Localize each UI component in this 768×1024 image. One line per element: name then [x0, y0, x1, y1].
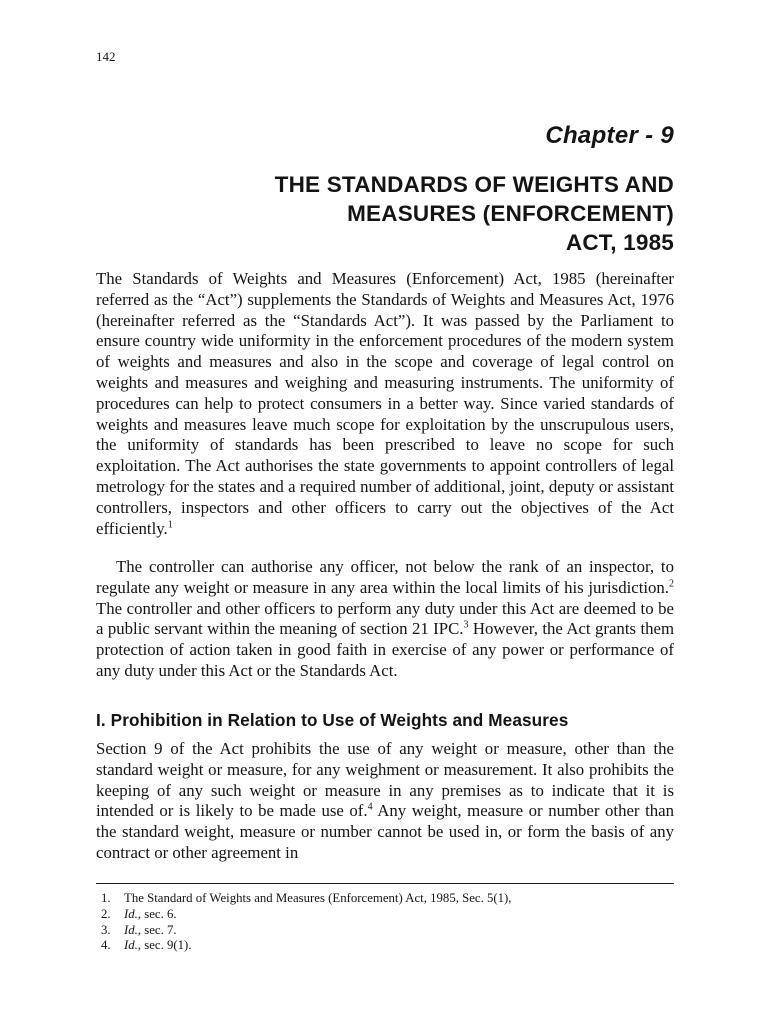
footnote-text: , sec. 7. [137, 922, 177, 937]
intro-paragraph [96, 269, 674, 539]
footnote-item [96, 923, 674, 939]
controller-paragraph-text: The controller and other officers to perform any duty under this Act are deemed to be a public servant within the meaning of section 21 IPC. [96, 598, 674, 639]
footnote-text: The Standard of Weights and Measures (Enforcement) Act, 1985, Sec. 5(1), [124, 891, 512, 905]
footnote-ibid: Id. [124, 922, 138, 937]
footnote-number: 4. [101, 938, 111, 953]
chapter-title [174, 170, 674, 257]
chapter-label: Chapter - 9 [545, 122, 674, 149]
footnote-text: , sec. 9(1). [137, 938, 192, 953]
footnote-item [96, 907, 674, 923]
prohibition-paragraph-text: Any weight, measure or number other than the standard weight, measure or number cannot be used in, or form the basis of any contract or other agreement in [96, 801, 674, 862]
footnote-number: 3. [101, 922, 111, 937]
controller-paragraph [96, 557, 674, 682]
controller-paragraph-text: The controller can authorise any officer, not below the rank of an inspector, to regulate any weight or measure in any area within the local limits of his jurisdiction. [96, 557, 674, 597]
controller-paragraph-text: However, the Act grants them protection of action taken in good faith in exercise of any power or performance of any duty under this Act or the Standards Act. [96, 619, 674, 680]
footnote-ibid: Id. [124, 906, 138, 921]
footnote-ref: 1 [167, 518, 173, 530]
section-heading: I. Prohibition in Relation to Use of Weights and Measures [96, 710, 569, 730]
footnote-item [96, 891, 674, 907]
footnote-ref: 2 [669, 578, 674, 590]
footnote-ref: 4 [367, 801, 373, 813]
intro-paragraph-text: The Standards of Weights and Measures (Enforcement) Act, 1985 (hereinafter referred as the “Act”) supplements the Standards of Weights and Measures Act, 1976 (hereinafter referred as the “Standards Act”). It was passed by the Parliament to ensure country wide uniformity in the enforcement procedures of the modern system of weights and measures and also in the scope and coverage of legal control on weights and measures and weighing and measuring instruments. The uniformity of procedures can help to protect consumers in a better way. Since varied standards of weights and measures leave much scope for exploitation by the unscrupulous users, the uniformity of standards has been prescribed to leave no scope for such exploitation. The Act authorises the state governments to appoint controllers of legal metrology for the states and a required number of additional, joint, deputy or assistant controllers, inspectors and other officers to carry out the objectives of the Act efficiently. [96, 269, 674, 538]
footnotes-list [96, 891, 674, 954]
chapter-title-line: ACT, 1985 [565, 230, 674, 255]
footnote-divider [96, 883, 674, 884]
footnote-item [96, 938, 674, 954]
footnote-ref: 3 [463, 619, 469, 631]
footnote-text: , sec. 6. [137, 906, 177, 921]
chapter-title-line: THE STANDARDS OF WEIGHTS AND [274, 172, 674, 197]
prohibition-paragraph-text: Section 9 of the Act prohibits the use of any weight or measure, other than the standard weight or measure, for any weighment or measurement. It also prohibits the keeping of any such weight or measure in any premises as to indicate that it is intended or is likely to be made use of. [96, 739, 674, 821]
chapter-title-line: MEASURES (ENFORCEMENT) [347, 201, 674, 226]
page-number: 142 [96, 49, 116, 64]
footnote-number: 2. [101, 906, 111, 921]
footnote-number: 1. [101, 891, 111, 905]
prohibition-paragraph [96, 739, 674, 864]
footnote-ibid: Id. [124, 938, 138, 953]
